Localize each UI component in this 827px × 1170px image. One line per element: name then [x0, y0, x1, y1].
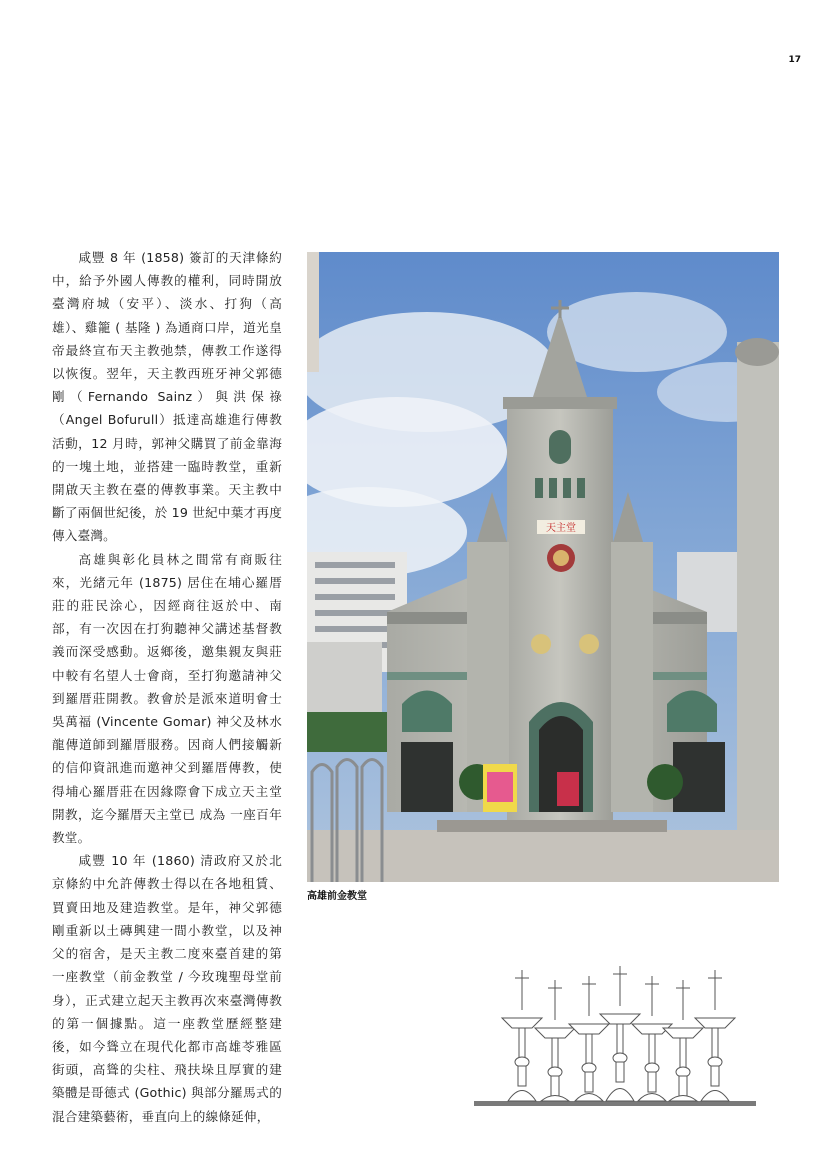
- candlestick-icon: [535, 980, 575, 1101]
- church-sign-text: 天主堂: [546, 523, 576, 534]
- candlestick-illustration: [470, 958, 760, 1110]
- church-photo: [307, 252, 779, 882]
- photo-caption: 高雄前金教堂: [307, 891, 367, 902]
- paragraph-2: 高雄與彰化員林之間常有商販往來，光緒元年 (1875) 居住在埔心羅厝莊的莊民涂心，因經商往返於中、南部，有一次因在打狗聽神父講述基督教義而深受感動。返鄉後，邀集親友與莊中較有名望人士會商，至打狗邀請神父到羅厝莊開教。教會於是派來道明會士吳萬福 (Vincente Gomar) 神父及林水龍傳道師到羅厝服務。因商人們接觸新的信仰資訊進而邀神父到羅厝傳教，使得埔心羅厝莊在因緣際會下成立天主堂開教，迄今羅厝天主堂已 成為 一座百年教堂。: [52, 551, 282, 846]
- candlestick-icon: [600, 966, 640, 1101]
- paragraph-1: 咸豐 8 年 (1858) 簽訂的天津條約中，給予外國人傳教的權利，同時開放臺灣府城（安平）、淡水、打狗（高雄）、雞籠 ( 基隆 ) 為通商口岸，道光皇帝最終宣布天主教弛禁，傳教工作遂得以恢復。翌年，天主教西班牙神父郭德剛（Fernando Sainz）與洪保祿（Angel Bofurull）抵達高雄進行傳教活動，12 月時，郭神父購買了前金靠海的一塊土地，並搭建一臨時教堂，重新開啟天主教在臺的傳教事業。天主教中斷了兩個世紀後，於 19 世紀中葉才再度傳入臺灣。: [52, 250, 282, 544]
- paragraph-3: 咸豐 10 年 (1860) 清政府又於北京條約中允許傳教士得以在各地租賃、買賣田地及建造教堂。是年，神父郭德剛重新以土磚興建一間小教堂，以及神父的宿舍，是天主教二度來臺首建的第一座教堂（前金教堂 / 今玫瑰聖母堂前身），正式建立起天主教再次來臺灣傳教的第一個據點。這一座教堂歷經整建後，如今聳立在現代化都市高雄苓雅區街頭，高聳的尖柱、飛扶垛且厚實的建築體是哥德式 (Gothic) 與部分羅馬式的混合建築藝術，垂直向上的線條延伸，: [52, 853, 282, 1124]
- candlestick-icon: [632, 976, 672, 1101]
- candlestick-icon: [695, 970, 735, 1101]
- body-text: [52, 246, 282, 1128]
- candlestick-icon: [569, 976, 609, 1101]
- page-number: 17: [788, 55, 801, 65]
- candlestick-icon: [502, 970, 542, 1101]
- candlestick-icon: [663, 980, 703, 1101]
